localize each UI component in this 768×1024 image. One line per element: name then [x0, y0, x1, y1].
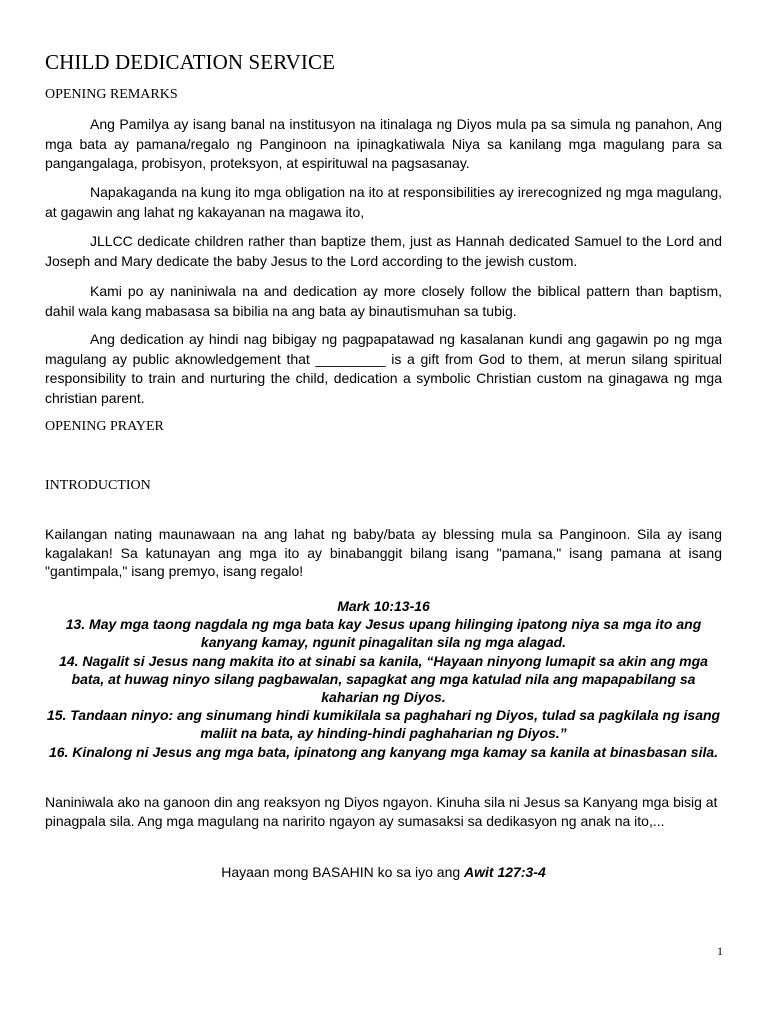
paragraph-closing: Naniniwala ako na ganoon din ang reaksyon ng Diyos ngayon. Kinuha sila ni Jesus sa Kanyang mga bisig at pinagpala sila. Ang mga magulang na naririto ngayon ay sumasaksi sa dedikasyon ng anak na ito,... [45, 794, 718, 829]
reading-instruction [45, 864, 722, 880]
scripture-reference: Mark 10:13-16 [337, 598, 430, 614]
introduction-heading: INTRODUCTION [45, 478, 151, 493]
paragraph-obligations: Napakaganda na kung ito mga obligation na ito at responsibilities ay irerecognized ng mga magulang, at gagawin ang lahat ng kakayanan na magawa ito, [45, 184, 722, 220]
scripture-verse-13: 13. May mga taong nagdala ng mga bata kay Jesus upang hilinging ipatong niya sa mga ito ang kanyang kamay, ngunit pinagalitan sila ng mga alagad. [65, 616, 702, 651]
paragraph-jllcc: JLLCC dedicate children rather than baptize them, just as Hannah dedicated Samuel to the Lord and Joseph and Mary dedicate the baby Jesus to the Lord according to the jewish custom. [45, 233, 722, 269]
scripture-passage [45, 597, 722, 761]
scripture-verse-15: 15. Tandaan ninyo: ang sinumang hindi kumikilala sa paghahari ng Diyos, tulad sa pagkilala ng isang maliit na bata, ay hinding-hindi paghaharian ng Diyos.” [46, 707, 721, 742]
opening-prayer-heading: OPENING PRAYER [45, 419, 164, 434]
scripture-verse-14: 14. Nagalit si Jesus nang makita ito at sinabi sa kanila, “Hayaan ninyong lumapit sa akin ang mga bata, at huwag ninyo silang pagbawalan, sapagkat ang mga katulad nila ang mapapabilang sa kaharian ng Diyos. [59, 652, 708, 706]
paragraph-dedication-meaning: Ang dedication ay hindi nag bibigay ng pagpapatawad ng kasalanan kundi ang gagawin po ng mga magulang ay public aknowledgement that _________ is a gift from God to them, at merun silang spiritual responsibility to train and nurturing the child, dedication a symbolic Christian custom na ginagawa ng mga christian parent. [45, 331, 722, 406]
opening-remarks-heading: OPENING REMARKS [45, 87, 178, 102]
paragraph-biblical-pattern: Kami po ay naniniwala na and dedication ay more closely follow the biblical pattern than baptism, dahil wala kang mabasasa sa bibilia na ang bata ay binautismuhan sa tubig. [45, 283, 722, 319]
reading-reference: Awit 127:3-4 [464, 864, 546, 880]
page-title: CHILD DEDICATION SERVICE [45, 50, 336, 74]
page-number: 1 [717, 944, 723, 958]
paragraph-family: Ang Pamilya ay isang banal na institusyon na itinalaga ng Diyos mula pa sa simula ng panahon, Ang mga bata ay pamana/regalo ng Panginoon na ipinagkatiwala Niya sa kanilang mga magulang para sa pangangalaga, probisyon, proteksyon, at espirituwal na pagsasanay. [45, 116, 722, 171]
reading-prompt: Hayaan mong BASAHIN ko sa iyo ang [221, 864, 465, 880]
scripture-verse-16: 16. Kinalong ni Jesus ang mga bata, ipinatong ang kanyang mga kamay sa kanila at binasbasan sila. [48, 743, 719, 760]
paragraph-introduction: Kailangan nating maunawaan na ang lahat ng baby/bata ay blessing mula sa Panginoon. Sila ay isang kagalakan! Sa katunayan ang mga ito ay binabanggit bilang isang "pamana," isang pamana at isang "gantimpala," isang premyo, isang regalo! [45, 526, 722, 579]
